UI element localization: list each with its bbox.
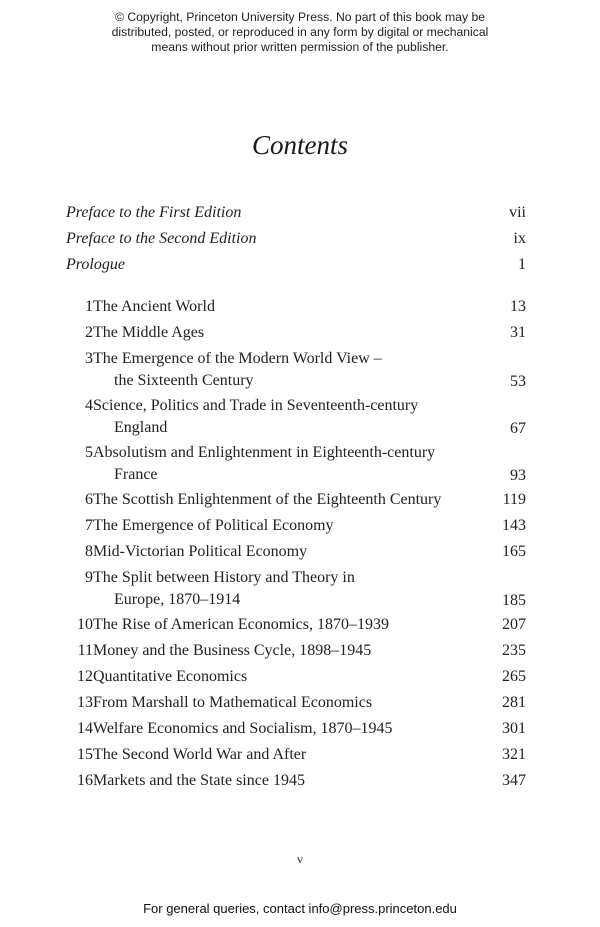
chapter-number: 15 xyxy=(77,746,93,763)
entry-label: Money and the Business Cycle, 1898–1945 xyxy=(93,642,372,659)
entry-page: vii xyxy=(509,204,526,221)
entry-label-continued: England xyxy=(114,419,168,436)
entry-page: ix xyxy=(513,230,526,247)
entry-label: Prologue xyxy=(66,256,125,273)
entry-label: Quantitative Economics xyxy=(93,668,248,685)
chapter-number: 13 xyxy=(77,694,93,711)
entry-page: 207 xyxy=(502,616,526,633)
entry-label: Science, Politics and Trade in Seventeenth-century xyxy=(93,397,419,414)
chapter-number: 12 xyxy=(77,668,93,685)
entry-page: 31 xyxy=(510,324,526,341)
entry-page: 53 xyxy=(510,373,526,390)
chapter-number: 6 xyxy=(85,491,93,508)
copyright-notice xyxy=(0,10,600,55)
chapter-number: 10 xyxy=(77,616,93,633)
chapter-number: 4 xyxy=(85,397,93,414)
entry-page: 165 xyxy=(502,543,526,560)
entry-label: Preface to the First Edition xyxy=(66,204,242,221)
entry-label: The Split between History and Theory in xyxy=(93,569,355,586)
entry-label: The Emergence of Political Economy xyxy=(93,517,334,534)
entry-page: 119 xyxy=(502,491,526,508)
entry-label: Preface to the Second Edition xyxy=(66,230,257,247)
entry-label: From Marshall to Mathematical Economics xyxy=(93,694,373,711)
chapter-number: 5 xyxy=(85,444,93,461)
entry-label: Welfare Economics and Socialism, 1870–1945 xyxy=(93,720,393,737)
entry-page: 143 xyxy=(502,517,526,534)
entry-label: The Emergence of the Modern World View – xyxy=(93,350,382,367)
entry-label-continued: France xyxy=(114,466,158,483)
copyright-line: means without prior written permission of the publisher. xyxy=(151,40,449,54)
chapter-number: 11 xyxy=(77,642,93,659)
entry-page: 301 xyxy=(502,720,526,737)
entry-label: Mid-Victorian Political Economy xyxy=(93,543,308,560)
chapter-number: 16 xyxy=(77,772,93,789)
entry-page: 1 xyxy=(518,256,526,273)
footer-contact: For general queries, contact info@press.princeton.edu xyxy=(143,901,457,916)
entry-label: The Second World War and After xyxy=(93,746,307,763)
copyright-line: © Copyright, Princeton University Press. No part of this book may be xyxy=(114,10,486,24)
entry-page: 265 xyxy=(502,668,526,685)
chapter-number: 7 xyxy=(85,517,93,534)
entry-label: The Scottish Enlightenment of the Eighteenth Century xyxy=(93,491,442,508)
entry-page: 281 xyxy=(502,694,526,711)
entry-label: Absolutism and Enlightenment in Eighteenth-century xyxy=(93,444,436,461)
entry-label-continued: Europe, 1870–1914 xyxy=(114,591,241,608)
page-number: v xyxy=(297,852,303,866)
entry-label: Markets and the State since 1945 xyxy=(93,772,305,789)
entry-label: The Rise of American Economics, 1870–1939 xyxy=(93,616,389,633)
entry-page: 347 xyxy=(502,772,526,789)
chapter-number: 9 xyxy=(85,569,93,586)
entry-page: 321 xyxy=(502,746,526,763)
entry-label: The Middle Ages xyxy=(93,324,205,341)
chapter-number: 8 xyxy=(85,543,93,560)
entry-page: 93 xyxy=(510,467,526,484)
entry-label-continued: the Sixteenth Century xyxy=(114,372,254,389)
entry-page: 235 xyxy=(502,642,526,659)
copyright-line: distributed, posted, or reproduced in any form by digital or mechanical xyxy=(111,25,489,39)
chapter-number: 3 xyxy=(85,350,93,367)
entry-label: The Ancient World xyxy=(93,298,215,315)
entry-page: 13 xyxy=(510,298,526,315)
entry-page: 67 xyxy=(510,420,526,437)
entry-page: 185 xyxy=(502,592,526,609)
chapter-number: 1 xyxy=(85,298,93,315)
page-title: Contents xyxy=(251,130,348,160)
chapter-number: 2 xyxy=(85,324,93,341)
chapter-number: 14 xyxy=(77,720,93,737)
